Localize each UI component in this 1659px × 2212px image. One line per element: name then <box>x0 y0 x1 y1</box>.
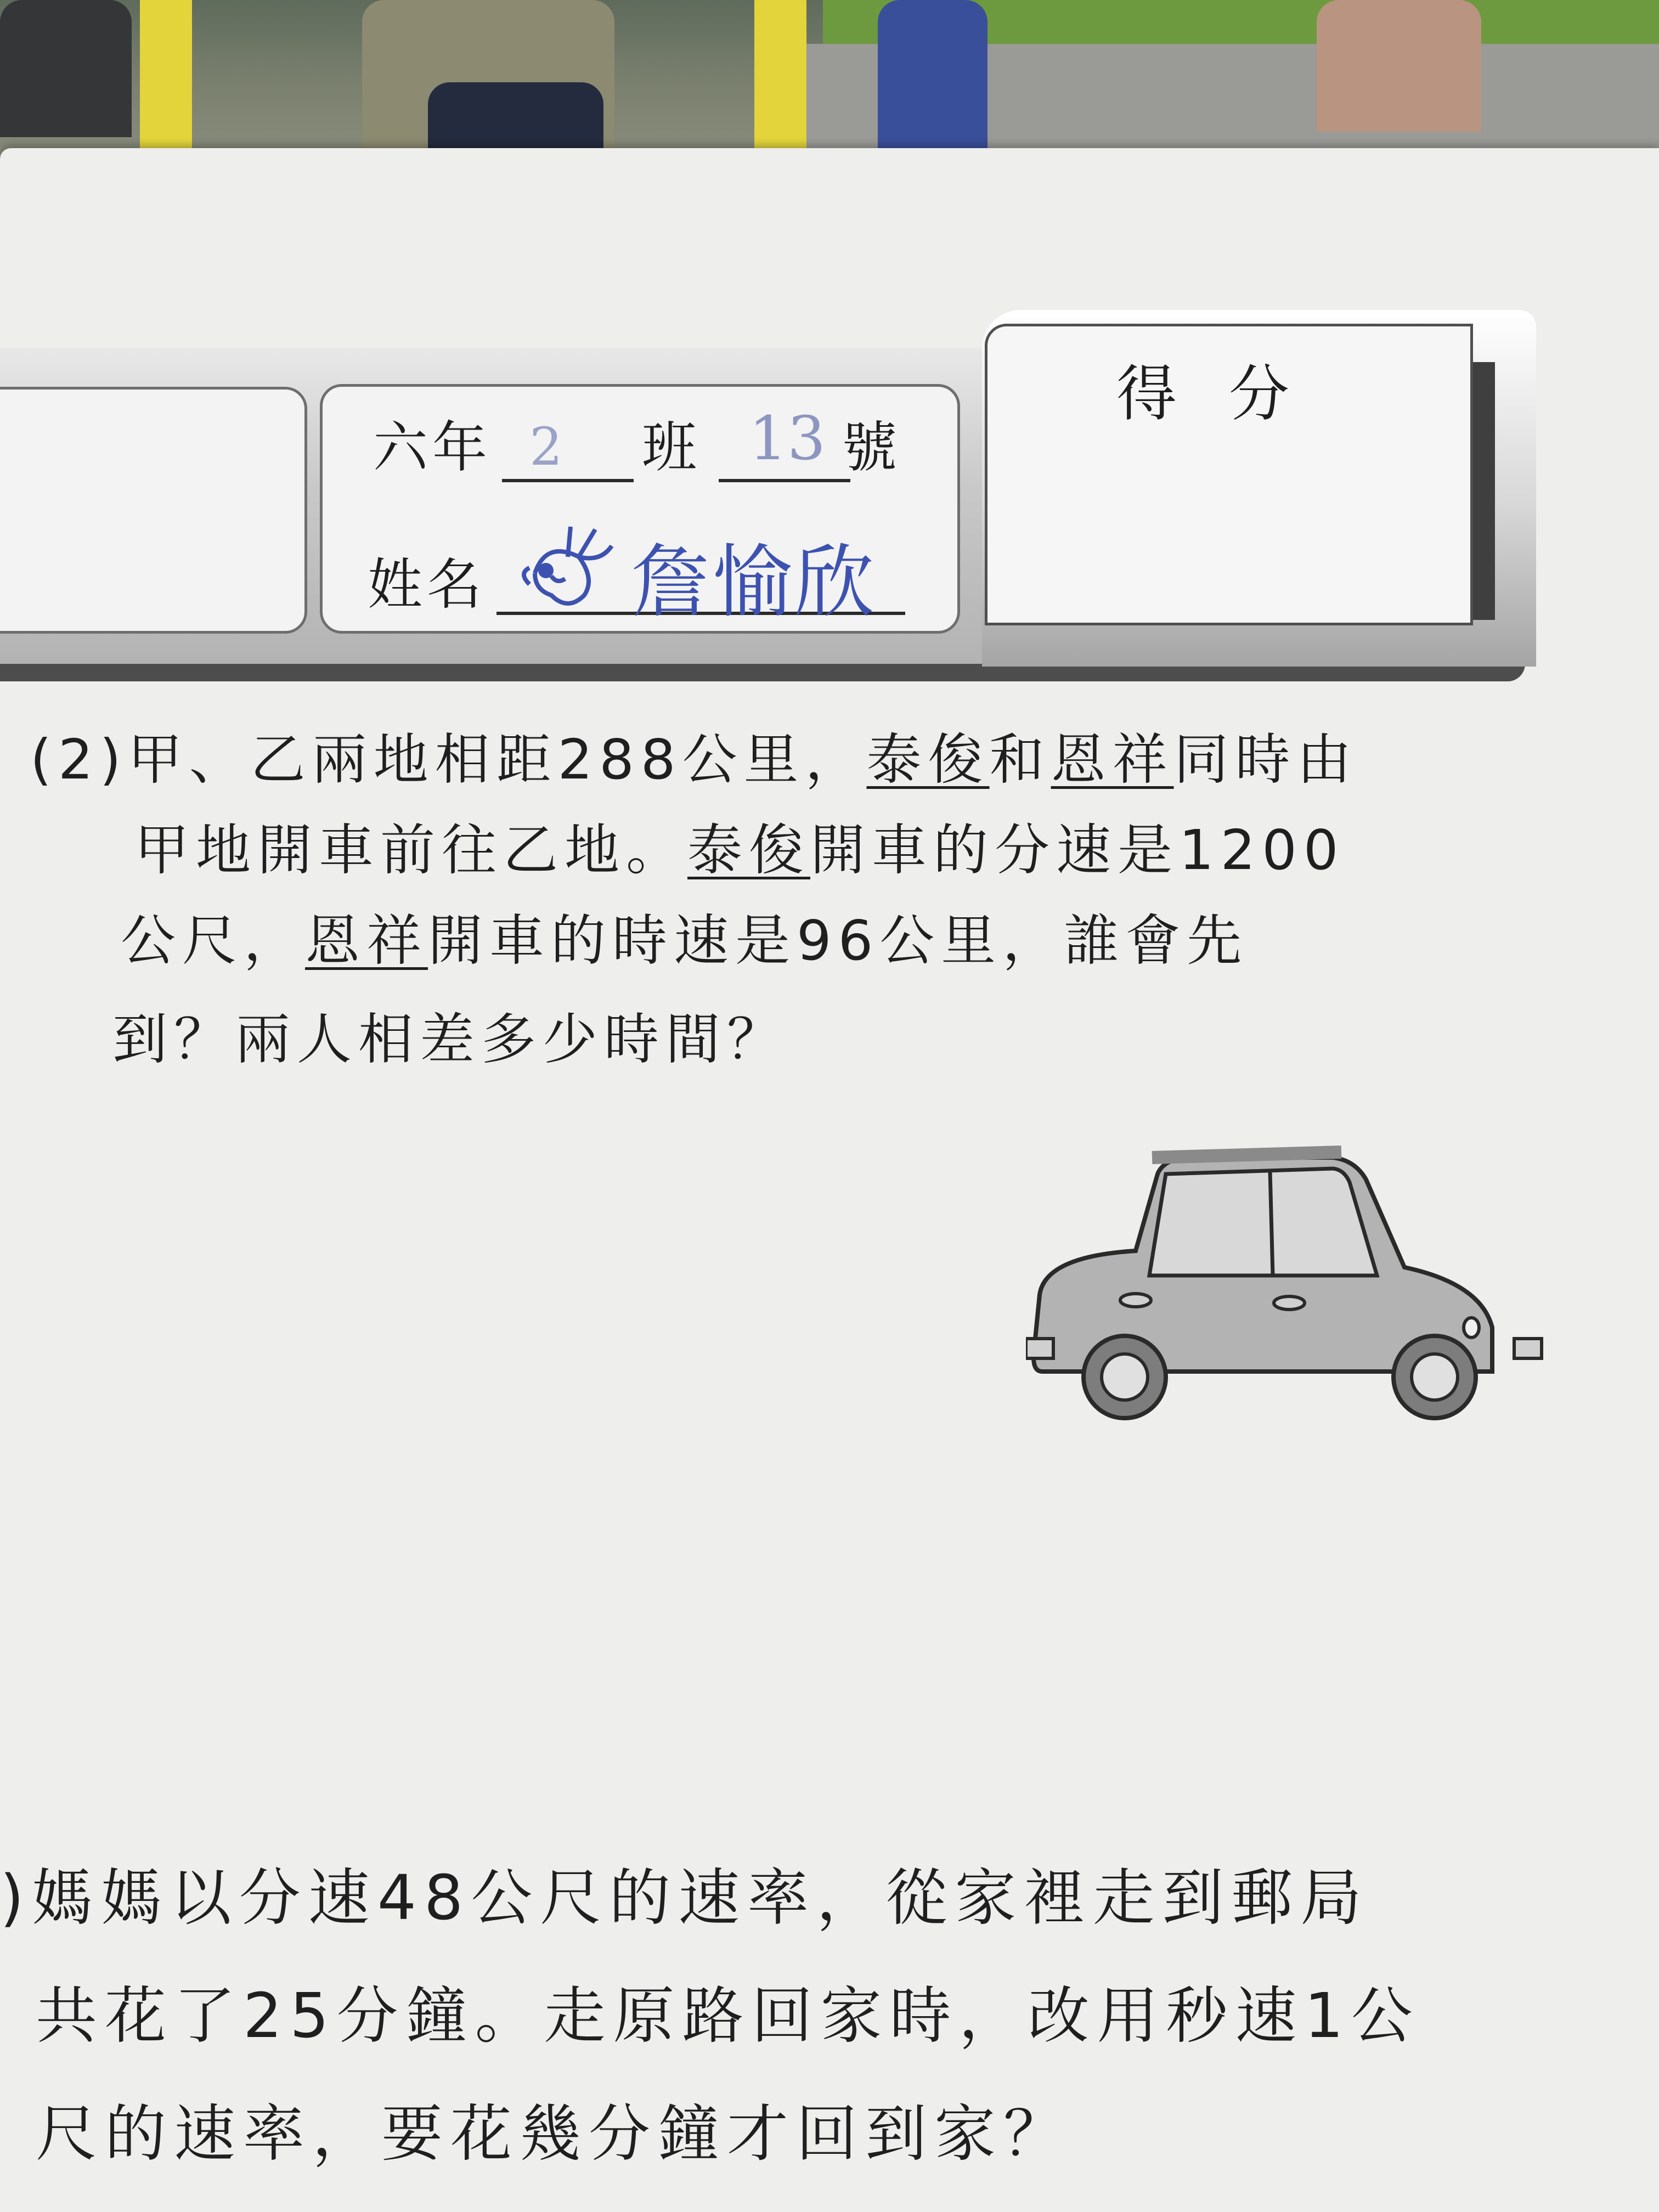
class-value: 2 <box>529 417 563 477</box>
question-3-line-1: )媽媽以分速48公尺的速率，從家裡走到郵局 <box>0 1863 1370 1934</box>
q2-text: 同時由 <box>1173 727 1358 792</box>
score-label: 得 分 <box>1116 359 1306 429</box>
class-blank <box>502 479 634 482</box>
question-3-line-3: 尺的速率，要花幾分鐘才回到家？ <box>36 2098 1073 2170</box>
grade-label: 六年 <box>373 415 492 479</box>
q2-name-enxiang: 恩祥 <box>305 909 428 973</box>
number-label: 號 <box>842 415 901 479</box>
q2-text: 開車的時速是96公里，誰會先 <box>428 909 1249 973</box>
photo-person <box>1317 0 1481 132</box>
q2-name-taijun: 泰俊 <box>687 818 810 882</box>
number-value: 13 <box>749 403 826 473</box>
q2-text: 和 <box>989 727 1051 792</box>
q2-text: 開車的分速是1200 <box>810 818 1345 882</box>
q2-text: (2)甲、乙兩地相距288公里， <box>30 727 867 792</box>
question-2-line-4 <box>112 1007 788 1071</box>
question-2-line-1 <box>30 727 1358 792</box>
header-panel-left <box>0 387 307 634</box>
name-label: 姓名 <box>368 552 486 617</box>
class-label: 班 <box>642 415 701 479</box>
q2-text: 公尺， <box>121 909 305 973</box>
number-blank <box>719 479 850 482</box>
q2-text: 甲地開車前往乙地。 <box>134 818 687 882</box>
student-name: 詹愉欣 <box>631 536 876 629</box>
rabbit-stamp-icon <box>513 524 623 617</box>
question-2-line-3 <box>121 909 1249 973</box>
car-icon <box>1026 1141 1547 1426</box>
q2-name-taijun: 泰俊 <box>866 727 990 792</box>
question-2-line-2 <box>134 818 1345 882</box>
photo-person <box>0 0 132 137</box>
q2-text: 到？兩人相差多少時間？ <box>112 1007 788 1071</box>
q2-name-enxiang: 恩祥 <box>1051 727 1174 792</box>
question-3-line-2: 共花了25分鐘。走原路回家時，改用秒速1公 <box>36 1980 1420 2052</box>
